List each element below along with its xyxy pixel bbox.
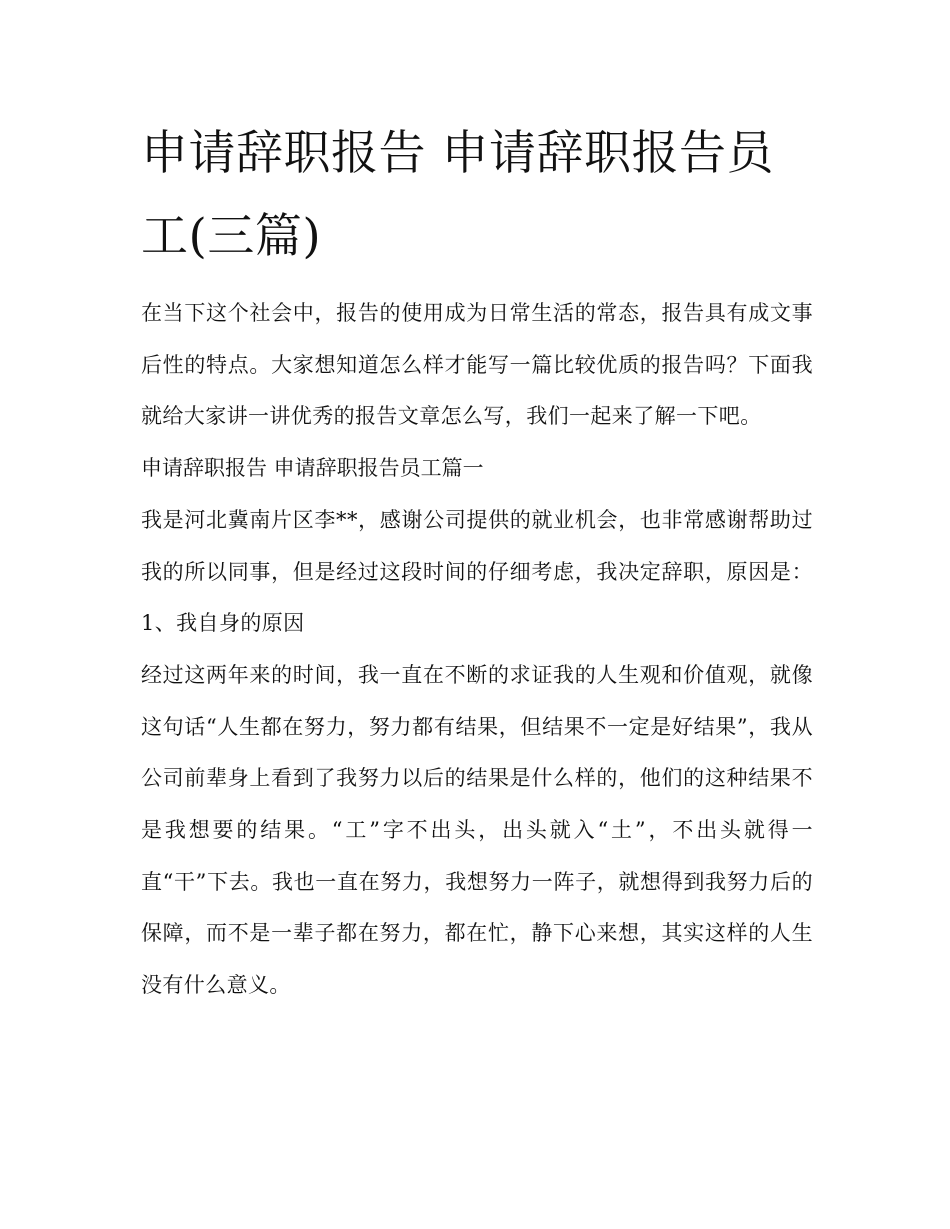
document-page [141, 112, 813, 1012]
body-paragraph-2: 经过这两年来的时间，我一直在不断的求证我的人生观和价值观，就像这句话“人生都在努力，努力都有结果，但结果不一定是好结果”，我从公司前辈身上看到了我努力以后的结果是什么样的，他们的这种结果不是我想要的结果。“工”字不出头，出头就入“土”，不出头就得一直“干”下去。我也一直在努力，我想努力一阵子，就想得到我努力后的保障，而不是一辈子都在努力，都在忙，静下心来想，其实这样的人生没有什么意义。 [141, 662, 813, 998]
document-title: 申请辞职报告 申请辞职报告员工(三篇) [141, 126, 774, 264]
intro-paragraph: 在当下这个社会中，报告的使用成为日常生活的常态，报告具有成文事后性的特点。大家想知道怎么样才能写一篇比较优质的报告吗？下面我就给大家讲一讲优秀的报告文章怎么写，我们一起来了解一下吧。 [141, 301, 813, 429]
section-heading: 申请辞职报告 申请辞职报告员工篇一 [141, 456, 484, 481]
body-paragraph-1: 我是河北冀南片区李**，感谢公司提供的就业机会，也非常感谢帮助过我的所以同事，但是经过这段时间的仔细考虑，我决定辞职，原因是： 1、我自身的原因 [141, 507, 813, 636]
